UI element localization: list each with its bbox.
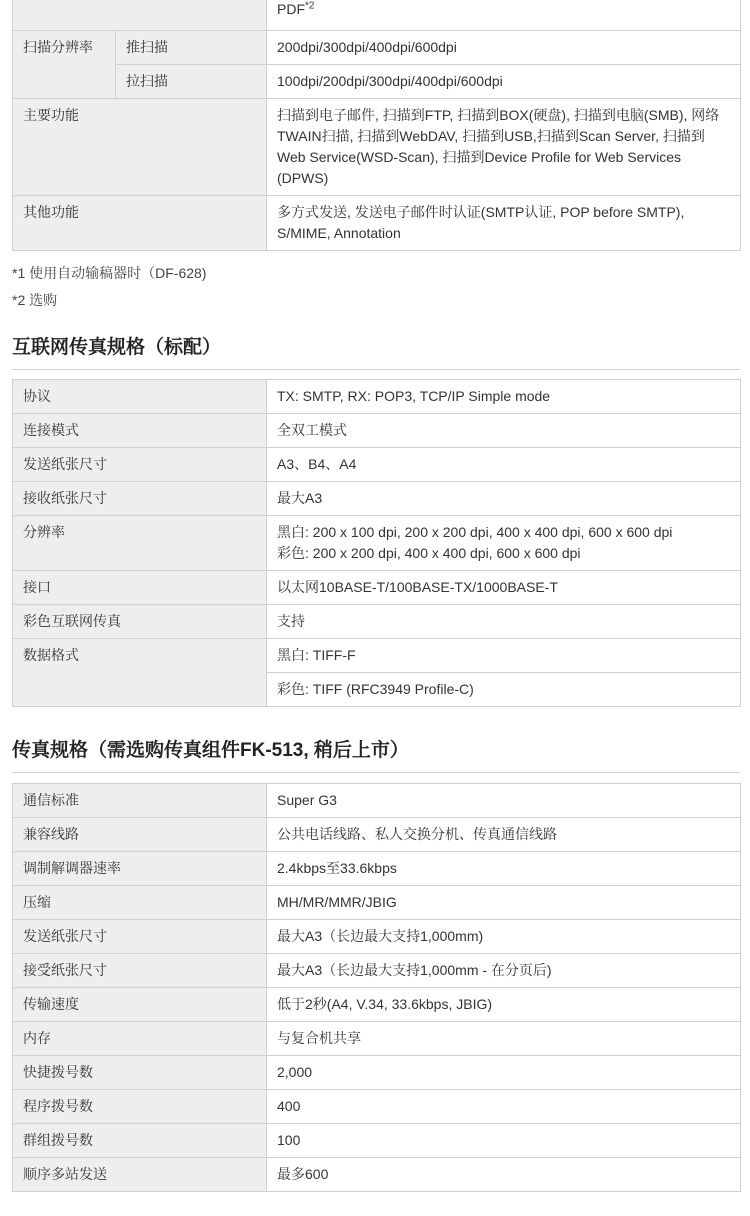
table-row [13, 0, 741, 31]
value-cell: MH/MR/MMR/JBIG [267, 886, 741, 920]
table-row [13, 65, 741, 99]
footnote: *1 使用自动输稿器时（DF-628) [12, 265, 207, 281]
section-title: 互联网传真规格（标配） [12, 332, 740, 370]
value-cell: 多方式发送, 发送电子邮件时认证(SMTP认证, POP before SMTP), S/MIME, Annotation [267, 196, 741, 251]
label-cell: 快捷拨号数 [13, 1056, 267, 1090]
value-cell: 全双工模式 [267, 414, 741, 448]
label-cell: 发送纸张尺寸 [13, 920, 267, 954]
table-row [13, 1090, 741, 1124]
value-cell: 以太网10BASE-T/100BASE-TX/1000BASE-T [267, 571, 741, 605]
value-cell: 100dpi/200dpi/300dpi/400dpi/600dpi [267, 65, 741, 99]
value-cell: 支持 [267, 605, 741, 639]
label-cell: 接收纸张尺寸 [13, 482, 267, 516]
footnote-mark: *2 [305, 0, 315, 12]
value-cell: Super G3 [267, 784, 741, 818]
label-cell: 分辨率 [13, 516, 267, 571]
value-cell: 2.4kbps至33.6kbps [267, 852, 741, 886]
table-row [13, 639, 741, 673]
value-cell: 2,000 [267, 1056, 741, 1090]
value-cell: 黑白: 200 x 100 dpi, 200 x 200 dpi, 400 x 400 dpi, 600 x 600 dpi 彩色: 200 x 200 dpi, 400 x 400 dpi, 600 x 600 dpi [267, 516, 741, 571]
footnote: *2 选购 [12, 292, 58, 308]
label-cell: 压缩 [13, 886, 267, 920]
label-cell: 连接模式 [13, 414, 267, 448]
label-cell: 彩色互联网传真 [13, 605, 267, 639]
label-cell: 通信标准 [13, 784, 267, 818]
table-row [13, 784, 741, 818]
value-cell: 低于2秒(A4, V.34, 33.6kbps, JBIG) [267, 988, 741, 1022]
value-cell: TX: SMTP, RX: POP3, TCP/IP Simple mode [267, 380, 741, 414]
label-cell: 内存 [13, 1022, 267, 1056]
label-cell: 接受纸张尺寸 [13, 954, 267, 988]
value-cell: A3、B4、A4 [267, 448, 741, 482]
table-row [13, 482, 741, 516]
section-title: 传真规格（需选购传真组件FK-513, 稍后上市） [12, 735, 740, 773]
table-row [13, 920, 741, 954]
sub-label-cell: 拉扫描 [116, 65, 267, 99]
value-cell: 最大A3 [267, 482, 741, 516]
table-row [13, 516, 741, 571]
label-cell: 其他功能 [13, 196, 267, 251]
value-cell: 彩色: TIFF (RFC3949 Profile-C) [267, 673, 741, 707]
table-row [13, 886, 741, 920]
label-cell: 传输速度 [13, 988, 267, 1022]
table-row [13, 954, 741, 988]
table-row [13, 1124, 741, 1158]
value-cell: PDF$^{*2}$ [267, 0, 741, 31]
table-row [13, 1158, 741, 1192]
value-cell: 最多600 [267, 1158, 741, 1192]
label-cell: 群组拨号数 [13, 1124, 267, 1158]
table-row [13, 852, 741, 886]
value-cell: 扫描到电子邮件, 扫描到FTP, 扫描到BOX(硬盘), 扫描到电脑(SMB), 网络TWAIN扫描, 扫描到WebDAV, 扫描到USB,扫描到Scan Server, 扫描到Web Service(WSD-Scan), 扫描到Device Profile for Web Services (DPWS) [267, 99, 741, 196]
table-row [13, 448, 741, 482]
label-cell: 主要功能 [13, 99, 267, 196]
value-cell: 黑白: TIFF-F [267, 639, 741, 673]
sub-label-cell: 推扫描 [116, 31, 267, 65]
value-cell: 与复合机共享 [267, 1022, 741, 1056]
table-row [13, 380, 741, 414]
table-row [13, 1022, 741, 1056]
scan-spec-table [12, 0, 741, 251]
table-row [13, 99, 741, 196]
label-cell: 调制解调器速率 [13, 852, 267, 886]
table-row [13, 31, 741, 65]
table-row [13, 1056, 741, 1090]
table-row [13, 988, 741, 1022]
table-row [13, 605, 741, 639]
label-cell: 兼容线路 [13, 818, 267, 852]
ifax-spec-table [12, 379, 741, 707]
value-cell: 最大A3（长边最大支持1,000mm) [267, 920, 741, 954]
label-cell: 程序拨号数 [13, 1090, 267, 1124]
fax-spec-table [12, 783, 741, 1192]
label-cell: 扫描分辨率 [13, 31, 116, 99]
label-cell: 发送纸张尺寸 [13, 448, 267, 482]
ifax-spec-section [0, 379, 741, 707]
table-row [13, 196, 741, 251]
fax-spec-section [0, 783, 741, 1192]
label-cell: 数据格式 [13, 639, 267, 707]
label-cell: 协议 [13, 380, 267, 414]
label-cell: 顺序多站发送 [13, 1158, 267, 1192]
label-cell [13, 0, 267, 31]
value-cell: 公共电话线路、私人交换分机、传真通信线路 [267, 818, 741, 852]
value-cell: 100 [267, 1124, 741, 1158]
value-cell: 200dpi/300dpi/400dpi/600dpi [267, 31, 741, 65]
table-row [13, 818, 741, 852]
table-row [13, 571, 741, 605]
value-cell: 最大A3（长边最大支持1,000mm - 在分页后) [267, 954, 741, 988]
value-cell: 400 [267, 1090, 741, 1124]
label-cell: 接口 [13, 571, 267, 605]
table-row [13, 414, 741, 448]
scan-spec-section [0, 0, 741, 251]
